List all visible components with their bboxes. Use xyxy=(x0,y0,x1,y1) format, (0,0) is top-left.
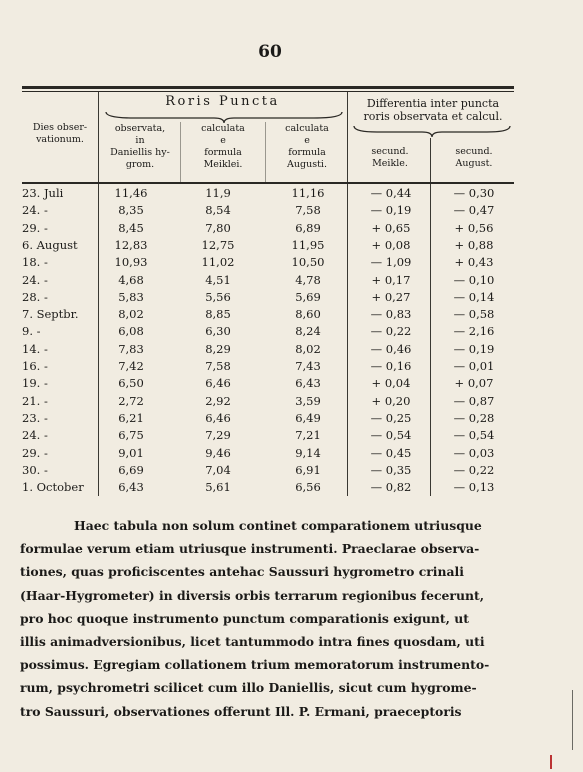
cell-meikle: 12,75 xyxy=(201,237,235,252)
table-row xyxy=(0,341,583,357)
cell-diff-august: + 0,07 xyxy=(454,376,494,391)
column-divider xyxy=(265,122,266,182)
cell-august: 11,16 xyxy=(291,186,325,200)
cell-date: 18. - xyxy=(22,255,48,270)
group-header-roris-puncta: Roris Puncta xyxy=(165,94,280,109)
body-paragraph xyxy=(20,514,518,723)
cell-meikle: 6,30 xyxy=(205,324,231,339)
table-row xyxy=(0,254,583,270)
cell-observata: 6,75 xyxy=(118,428,144,443)
text-line: Haec tabula non solum continet comparationem utriusque xyxy=(74,518,482,533)
cell-diff-august: — 0,87 xyxy=(453,393,495,408)
brace-roris xyxy=(104,110,344,124)
cell-date: 24. - xyxy=(22,428,48,443)
cell-diff-august: + 0,88 xyxy=(454,237,494,252)
text-line: formulae verum etiam utriusque instrumenti. Praeclarae observa- xyxy=(20,541,480,557)
cell-august: 8,60 xyxy=(295,307,321,322)
cell-august: 6,49 xyxy=(295,410,321,425)
cell-diff-meikle: — 0,25 xyxy=(370,410,412,425)
cell-august: 4,78 xyxy=(295,272,321,287)
page-edge-mark xyxy=(572,690,573,750)
table-row xyxy=(0,358,583,374)
cell-observata: 6,69 xyxy=(118,462,144,477)
cell-diff-august: — 0,47 xyxy=(453,203,495,218)
cell-meikle: 2,92 xyxy=(205,393,231,408)
cell-date: 29. - xyxy=(22,445,48,460)
text-line: tiones, quas proficiscentes antehac Saussuri hygrometro crinali xyxy=(20,564,464,580)
cell-observata: 9,01 xyxy=(118,445,144,460)
cell-date: 14. - xyxy=(22,341,48,356)
table-row xyxy=(0,185,583,201)
table-row xyxy=(0,462,583,478)
cell-diff-meikle: — 0,22 xyxy=(370,324,412,339)
cell-meikle: 6,46 xyxy=(205,410,231,425)
cell-date: 23. Juli xyxy=(22,186,64,200)
brace-differentia xyxy=(352,124,512,138)
cell-date: 19. - xyxy=(22,376,48,391)
cell-august: 7,43 xyxy=(295,359,321,373)
cell-diff-meikle: + 0,20 xyxy=(371,393,411,408)
cell-august: 8,02 xyxy=(295,341,321,356)
cell-observata: 6,21 xyxy=(118,410,144,425)
cell-diff-meikle: — 1,09 xyxy=(370,255,412,270)
cell-meikle: 7,29 xyxy=(205,428,231,443)
col-header-diff-august: secund. August. xyxy=(455,146,493,169)
cell-diff-august: — 0,03 xyxy=(453,445,495,460)
table-row xyxy=(0,445,583,461)
cell-august: 3,59 xyxy=(295,393,321,408)
table-row xyxy=(0,272,583,288)
cell-date: 6. August xyxy=(22,237,78,252)
table-header-rule xyxy=(22,182,514,184)
cell-meikle: 5,56 xyxy=(205,289,231,304)
cell-diff-meikle: + 0,04 xyxy=(371,376,411,391)
cell-diff-meikle: — 0,54 xyxy=(370,428,412,443)
cell-date: 21. - xyxy=(22,393,48,408)
cell-diff-meikle: + 0,17 xyxy=(371,272,411,287)
cell-diff-august: — 0,22 xyxy=(453,462,495,477)
cell-date: 24. - xyxy=(22,203,48,218)
cell-meikle: 5,61 xyxy=(205,480,231,495)
cell-observata: 6,08 xyxy=(118,324,144,339)
group-header-differentia: Differentia inter puncta roris observata et calcul. xyxy=(363,97,503,123)
cell-diff-august: — 0,14 xyxy=(453,289,495,304)
cell-observata: 8,45 xyxy=(118,220,144,235)
cell-diff-meikle: — 0,46 xyxy=(370,341,412,356)
cell-observata: 10,93 xyxy=(114,255,148,270)
cell-diff-meikle: — 0,83 xyxy=(370,307,412,322)
col-header-date: Dies obser- vationum. xyxy=(32,122,88,145)
cell-observata: 11,46 xyxy=(114,186,148,200)
cell-diff-meikle: — 0,19 xyxy=(370,203,412,218)
table-row xyxy=(0,323,583,339)
table-row xyxy=(0,427,583,443)
cell-diff-august: — 0,30 xyxy=(453,186,495,200)
text-line: rum, psychrometri scilicet cum illo Daniellis, sicut cum hygrome- xyxy=(20,680,477,696)
cell-august: 8,24 xyxy=(295,324,321,339)
table-row xyxy=(0,220,583,236)
cell-meikle: 8,54 xyxy=(205,203,231,218)
cell-observata: 7,83 xyxy=(118,341,144,356)
cell-date: 1. October xyxy=(22,480,84,495)
table-row xyxy=(0,410,583,426)
cell-meikle: 9,46 xyxy=(205,445,231,460)
cell-august: 9,14 xyxy=(295,445,321,460)
cell-diff-meikle: + 0,65 xyxy=(371,220,411,235)
cell-august: 11,95 xyxy=(291,237,325,252)
cell-observata: 5,83 xyxy=(118,289,144,304)
cell-august: 6,89 xyxy=(295,220,321,235)
table-row xyxy=(0,393,583,409)
cell-diff-august: — 2,16 xyxy=(453,324,495,339)
cell-observata: 6,43 xyxy=(118,480,144,495)
cell-date: 7. Septbr. xyxy=(22,307,79,322)
cell-august: 10,50 xyxy=(291,255,325,270)
cell-august: 5,69 xyxy=(295,289,321,304)
text-line: (Haar-Hygrometer) in diversis orbis terrarum regionibus fecerunt, xyxy=(20,587,485,603)
cell-diff-meikle: — 0,16 xyxy=(370,359,412,373)
cell-diff-august: — 0,54 xyxy=(453,428,495,443)
cell-diff-meikle: — 0,45 xyxy=(370,445,412,460)
cell-meikle: 8,85 xyxy=(205,307,231,322)
cell-diff-meikle: — 0,82 xyxy=(370,480,412,495)
page-number: 60 xyxy=(258,42,282,62)
cell-meikle: 7,04 xyxy=(205,462,231,477)
cell-august: 6,43 xyxy=(295,376,321,391)
cell-observata: 8,02 xyxy=(118,307,144,322)
cell-date: 16. - xyxy=(22,359,48,373)
cell-meikle: 11,9 xyxy=(205,186,231,200)
cell-diff-meikle: — 0,35 xyxy=(370,462,412,477)
cell-diff-meikle: + 0,08 xyxy=(371,237,411,252)
table-row xyxy=(0,202,583,218)
cell-date: 29. - xyxy=(22,220,48,235)
cell-date: 30. - xyxy=(22,462,48,477)
cell-meikle: 11,02 xyxy=(201,255,235,270)
cell-meikle: 4,51 xyxy=(205,272,231,287)
table-top-rule xyxy=(22,86,514,89)
table-row xyxy=(0,479,583,495)
cell-meikle: 8,29 xyxy=(205,341,231,356)
cell-meikle: 7,80 xyxy=(205,220,231,235)
column-divider xyxy=(180,122,181,182)
text-line: tro Saussuri, observationes offerunt Ill. P. Ermani, praeceptoris xyxy=(20,703,462,719)
cell-diff-august: — 0,19 xyxy=(453,341,495,356)
table-top-rule-thin xyxy=(22,91,514,92)
cell-diff-august: + 0,43 xyxy=(454,255,494,270)
cell-diff-august: — 0,01 xyxy=(453,359,495,373)
cell-august: 6,91 xyxy=(295,462,321,477)
col-header-august: calculata e formula Augusti. xyxy=(285,123,329,170)
page-edge-mark xyxy=(550,755,552,769)
cell-august: 7,58 xyxy=(295,203,321,218)
cell-diff-august: — 0,58 xyxy=(453,307,495,322)
cell-diff-meikle: + 0,27 xyxy=(371,289,411,304)
cell-meikle: 6,46 xyxy=(205,376,231,391)
cell-diff-august: — 0,13 xyxy=(453,480,495,495)
text-line: pro hoc quoque instrumento punctum comparationis exigunt, ut xyxy=(20,610,469,626)
text-line: possimus. Egregiam collationem trium memoratorum instrumento- xyxy=(20,657,490,673)
col-header-observata: observata, in Daniellis hy- grom. xyxy=(110,123,170,170)
cell-date: 23. - xyxy=(22,410,48,425)
cell-observata: 8,35 xyxy=(118,203,144,218)
table-row xyxy=(0,375,583,391)
cell-observata: 4,68 xyxy=(118,272,144,287)
cell-date: 9. - xyxy=(22,324,41,339)
text-line: illis animadversionibus, licet tantummodo intra fines quosdam, uti xyxy=(20,634,485,650)
cell-diff-august: + 0,56 xyxy=(454,220,494,235)
cell-observata: 7,42 xyxy=(118,359,144,373)
cell-meikle: 7,58 xyxy=(205,359,231,373)
cell-diff-august: — 0,28 xyxy=(453,410,495,425)
cell-observata: 12,83 xyxy=(114,237,148,252)
cell-observata: 2,72 xyxy=(118,393,144,408)
table-row xyxy=(0,289,583,305)
table-row xyxy=(0,306,583,322)
cell-observata: 6,50 xyxy=(118,376,144,391)
cell-diff-august: — 0,10 xyxy=(453,272,495,287)
cell-august: 7,21 xyxy=(295,428,321,443)
col-header-meikle: calculata e formula Meiklei. xyxy=(201,123,245,170)
cell-diff-meikle: — 0,44 xyxy=(370,186,412,200)
cell-date: 24. - xyxy=(22,272,48,287)
cell-date: 28. - xyxy=(22,289,48,304)
table-row xyxy=(0,237,583,253)
cell-august: 6,56 xyxy=(295,480,321,495)
col-header-diff-meikle: secund. Meikle. xyxy=(371,146,409,169)
